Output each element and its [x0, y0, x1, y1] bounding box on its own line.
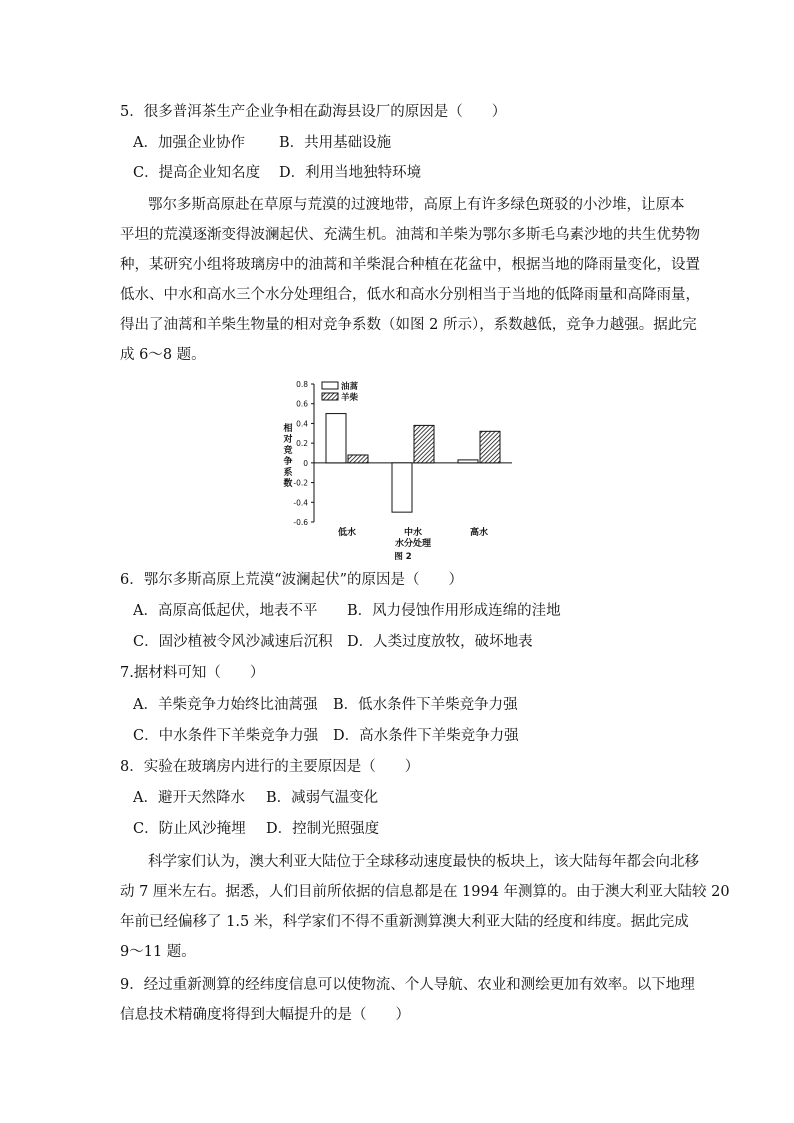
legend-label: 油蒿: [341, 382, 359, 392]
passage2-line: 9～11 题。: [120, 944, 196, 960]
passage1-line: 鄂尔多斯高原赴在草原与荒漠的过渡地带，高原上有许多绿色斑驳的小沙堆，让原本: [148, 197, 685, 213]
q5-option-b: B．共用基础设施: [279, 135, 392, 151]
passage1-line: 得出了油蒿和羊柴生物量的相对竞争系数（如图 2 所示），系数越低，竞争力越强。据此完: [120, 317, 697, 333]
y-axis-label-char: 数: [283, 479, 293, 489]
q5-option-a: A．加强企业协作: [133, 135, 245, 151]
competition-chart: [270, 376, 530, 566]
q5-option-d: D．利用当地独特环境: [279, 165, 422, 181]
q8-option-a: A．避开天然降水: [133, 790, 245, 806]
q9-stem-line: 9．经过重新测算的经纬度信息可以使物流、个人导航、农业和测绘更加有效率。以下地理: [120, 977, 695, 993]
x-axis-label: 水分处理: [394, 539, 432, 549]
q7-stem: 7.据材料可知（ ）: [120, 665, 265, 681]
chart-caption: 图 2: [394, 552, 412, 562]
bar-yangchai: [414, 425, 434, 462]
q8-option-b: B．减弱气温变化: [266, 790, 379, 806]
passage1-line: 种，某研究小组将玻璃房中的油蒿和羊柴混合种植在花盆中，根据当地的降雨量变化，设置: [120, 257, 700, 273]
y-axis-label-char: 争: [283, 457, 293, 467]
q7-option-d: D．高水条件下羊柴竞争力强: [333, 728, 519, 744]
x-tick-label: 低水: [337, 528, 357, 538]
y-axis-label-char: 系: [283, 468, 293, 478]
passage2-line: 动 7 厘米左右。据悉，人们目前所依据的信息都是在 1994 年测算的。由于澳大利亚大陆较 20: [120, 884, 730, 900]
q7-option-a: A．羊柴竞争力始终比油蒿强: [133, 697, 318, 713]
passage1-line: 低水、中水和高水三个水分处理组合，低水和高水分别相当于当地的低降雨量和高降雨量，: [120, 287, 700, 303]
bar-yangchai: [480, 431, 500, 463]
q9-stem-line: 信息技术精确度将得到大幅提升的是（ ）: [120, 1007, 410, 1023]
q6-option-d: D．人类过度放牧，破坏地表: [347, 634, 533, 650]
q8-option-c: C．防止风沙掩埋: [133, 821, 246, 837]
y-tick-label: 0: [303, 458, 308, 468]
q6-option-b: B．风力侵蚀作用形成连绵的洼地: [347, 603, 561, 619]
bar-youhao: [326, 414, 346, 463]
legend-swatch: [322, 393, 338, 400]
y-tick-label: -0.4: [293, 498, 308, 508]
y-tick-label: -0.6: [293, 518, 308, 527]
x-tick-label: 高水: [469, 528, 489, 538]
bar-yangchai: [348, 455, 368, 463]
legend-label: 羊柴: [341, 393, 359, 403]
y-tick-label: 0.4: [296, 419, 308, 429]
x-tick-label: 中水: [403, 528, 423, 538]
q8-option-d: D．控制光照强度: [266, 821, 380, 837]
passage1-line: 成 6～8 题。: [120, 347, 206, 363]
q8-stem: 8．实验在玻璃房内进行的主要原因是（ ）: [120, 759, 420, 775]
bar-youhao: [458, 460, 478, 463]
y-axis-label-char: 对: [283, 435, 293, 445]
y-axis-label-char: 竞: [283, 446, 293, 456]
q5-stem: 5．很多普洱茶生产企业争相在勐海县设厂的原因是（ ）: [120, 104, 507, 120]
y-axis-label-char: 相: [283, 424, 293, 434]
y-tick-label: -0.2: [293, 478, 308, 488]
y-tick-label: 0.8: [296, 380, 308, 389]
passage2-line: 科学家们认为，澳大利亚大陆位于全球移动速度最快的板块上，该大陆每年都会向北移: [148, 854, 699, 870]
passage1-line: 平坦的荒漠逐渐变得波澜起伏、充满生机。油蒿和羊柴为鄂尔多斯毛乌素沙地的共生优势物: [120, 227, 700, 243]
q7-option-c: C．中水条件下羊柴竞争力强: [133, 728, 319, 744]
y-tick-label: 0.6: [296, 399, 308, 409]
bar-youhao: [392, 463, 412, 512]
q5-option-c: C．提高企业知名度: [133, 165, 261, 181]
passage2-line: 年前已经偏移了 1.5 米，科学家们不得不重新测算澳大利亚大陆的经度和纬度。据此完成: [120, 914, 689, 930]
q6-option-c: C．固沙植被令风沙减速后沉积: [133, 634, 333, 650]
q6-option-a: A．高原高低起伏，地表不平: [133, 603, 318, 619]
legend-swatch: [322, 382, 338, 389]
q7-option-b: B．低水条件下羊柴竞争力强: [333, 697, 518, 713]
q6-stem: 6．鄂尔多斯高原上荒漠“波澜起伏”的原因是（ ）: [120, 572, 464, 588]
y-tick-label: 0.2: [296, 439, 308, 449]
